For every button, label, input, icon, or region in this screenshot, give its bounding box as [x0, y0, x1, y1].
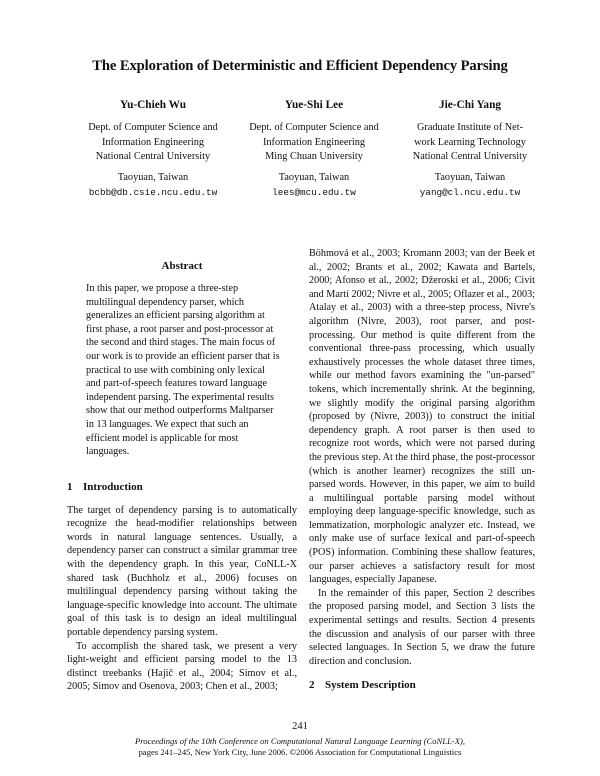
- author-affiliation-line: Ming Chuan University: [265, 151, 363, 163]
- author-city: Taoyuan, Taiwan: [434, 172, 506, 184]
- page-number: 241: [292, 721, 308, 732]
- intro-paragraph-2-continued: Böhmová et al., 2003; Kromann 2003; van der Beek et al., 2002; Brants et al., 2002; Kawata and Bartels, 2000; Afonso et al., 2002; Džeroski et al., 2006; Civit and Martí 2002; Nivre et al., 2005; Oflazer et al., 2003; Atalay et al., 2003) with a three-step process, Nivre's algorithm (Nivre, 2003), root parser, and post-processing. Our method is quite different from the conventional three-pass processing, which usually exhaustively processes the whole dataset three times, while our method favors examining the "un-parsed" tokens, which incrementally shrink. At the beginning, we slightly modify the original parsing algorithm (proposed by (Nivre, 2003)) to construct the initial dependency graph. A root parser is then used to recognize root words, which were not parsed during the previous step. At the third phase, the post-processor (which is another learner) recognizes the still un-parsed words. However, in this paper, we aim to build a multilingual portable parsing model without employing deep language-specific knowledge, such as lemmatization, morphologic analyzer etc. Instead, we only make use of surface lexical and part-of-speech (POS) information. Combining these shallow features, our parser achieves a satisfactory result for most languages, especially Japanese.: [309, 248, 535, 586]
- author-affiliation-line: National Central University: [412, 151, 528, 163]
- abstract-paragraph: In this paper, we propose a three-step multilingual dependency parser, which generalizes an efficient parsing algorithm at first phase, a root parser and post-processor at the second and third stages. The main focus of our work is to provide an efficient parser that is practical to use with combining only lexical and part-of-speech features toward language independent parsing. The experimental results show that our method outperforms Maltparser in 13 languages. We expect that such an efficient model is applicable for most languages.: [86, 283, 280, 458]
- author-city: Taoyuan, Taiwan: [117, 172, 189, 184]
- author-affiliation-line: Graduate Institute of Net-: [416, 121, 524, 133]
- author-affiliation-line: Dept. of Computer Science and: [88, 121, 218, 133]
- author-email: yang@cl.ncu.edu.tw: [419, 186, 521, 198]
- proceedings-footer: [60, 736, 540, 758]
- paper-title: The Exploration of Deterministic and Efficient Dependency Parsing: [92, 58, 508, 74]
- section-number: 2: [309, 679, 315, 692]
- section-number: 1: [67, 481, 73, 493]
- author-affiliation-line: Dept. of Computer Science and: [249, 121, 379, 133]
- author-affiliation-line: National Central University: [95, 151, 211, 163]
- intro-paragraph-2: To accomplish the shared task, we present a very light-weight and efficient parsing model to the 13 distinct treebanks (Hajič et al., 2004; Simov et al., 2005; Simov and Osenova, 2003; Chen et al., 2003;: [67, 640, 297, 693]
- author-city: Taoyuan, Taiwan: [278, 172, 350, 184]
- section-heading-system-description: [309, 679, 535, 693]
- author-email: lees@mcu.edu.tw: [272, 186, 356, 198]
- author-affiliation-line: Information Engineering: [101, 136, 205, 148]
- left-column-body: [67, 481, 297, 694]
- section-title: System Description: [325, 679, 416, 692]
- right-column-body: [309, 247, 535, 693]
- section-heading-introduction: [67, 481, 297, 495]
- author-name: Yu-Chieh Wu: [119, 99, 187, 111]
- abstract-text: [86, 282, 280, 459]
- intro-paragraph-3: In the remainder of this paper, Section 2 describes the proposed parsing model, and Section 3 lists the experimental settings and results. Section 4 presents the discussion and analysis of our parser with three selected languages. In Section 5, we draw the future direction and conclusion.: [309, 587, 535, 667]
- author-name: Yue-Shi Lee: [284, 99, 344, 111]
- author-block-1: [72, 98, 234, 201]
- intro-paragraph-1: The target of dependency parsing is to automatically recognize the head-modifier relationships between words in natural language sentences. Usually, a dependency parser can construct a similar grammar tree with the dependency graph. In this year, CoNLL-X shared task (Buchholz et al., 2006) focuses on multilingual dependency parsing without taking the language-specific knowledge into account. The ultimate goal of this task is to design an ideal multilingual portable dependency parsing system.: [67, 504, 297, 638]
- author-name: Jie-Chi Yang: [438, 99, 502, 111]
- footer-line-2: pages 241–245, New York City, June 2006. ©2006 Association for Computational Linguistics: [138, 747, 462, 757]
- author-block-3: [398, 98, 542, 201]
- author-affiliation-line: Information Engineering: [262, 136, 366, 148]
- author-affiliation-line: work Learning Technology: [414, 136, 526, 148]
- author-email: bcbb@db.csie.ncu.edu.tw: [88, 186, 218, 198]
- footer-line-1: Proceedings of the 10th Conference on Computational Natural Language Learning (CoNLL-X),: [135, 736, 465, 746]
- section-title: Introduction: [83, 481, 143, 493]
- author-block-2: [234, 98, 394, 201]
- abstract-heading: Abstract: [161, 260, 203, 272]
